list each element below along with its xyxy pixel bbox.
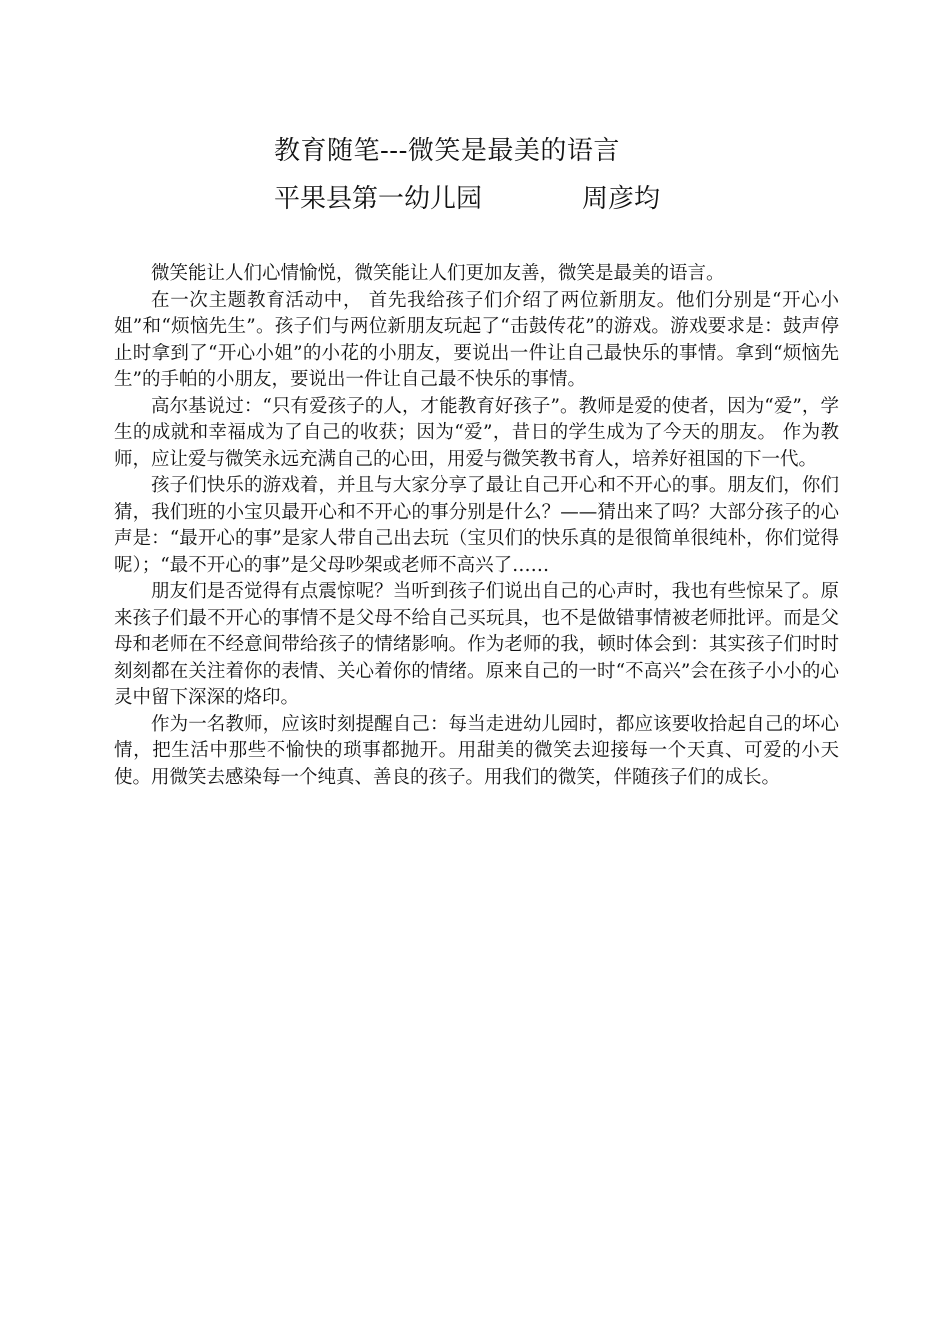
school-name: 平果县第一幼儿园 xyxy=(274,184,483,214)
document-body xyxy=(114,261,839,791)
paragraph: 孩子们快乐的游戏着，并且与大家分享了最让自己开心和不开心的事。朋友们，你们猜，我们班的小宝贝最开心和不开心的事分别是什么？——猜出来了吗？大部分孩子的心声是：“最开心的事”是家人带自己出去玩（宝贝们的快乐真的是很简单很纯朴，你们觉得呢）；“最不开心的事”是父母吵架或老师不高兴了…… xyxy=(114,475,839,576)
paragraph: 高尔基说过：“只有爱孩子的人，才能教育好孩子”。教师是爱的使者，因为“爱”，学生的成就和幸福成为了自己的收获；因为“爱”，昔日的学生成为了今天的朋友。 作为教师，应让爱与微笑永远充满自己的心田，用爱与微笑教书育人，培养好祖国的下一代。 xyxy=(114,395,839,470)
document-byline xyxy=(274,181,660,217)
paragraph: 微笑能让人们心情愉悦，微笑能让人们更加友善，微笑是最美的语言。 xyxy=(151,263,725,284)
author-name: 周彦均 xyxy=(582,184,661,214)
paragraph: 作为一名教师，应该时刻提醒自己：每当走进幼儿园时，都应该要收拾起自己的坏心情，把生活中那些不愉快的琐事都抛开。用甜美的微笑去迎接每一个天真、可爱的小天使。用微笑去感染每一个纯真、善良的孩子。用我们的微笑，伴随孩子们的成长。 xyxy=(114,713,839,788)
document-title: 教育随笔---微笑是最美的语言 xyxy=(274,136,620,166)
paragraph: 在一次主题教育活动中， 首先我给孩子们介绍了两位新朋友。他们分别是“开心小姐”和“烦恼先生”。孩子们与两位新朋友玩起了“击鼓传花”的游戏。游戏要求是：鼓声停止时拿到了“开心小姐”的小花的小朋友，要说出一件让自己最快乐的事情。拿到“烦恼先生”的手帕的小朋友，要说出一件让自己最不快乐的事情。 xyxy=(114,289,839,390)
paragraph: 朋友们是否觉得有点震惊呢？当听到孩子们说出自己的心声时，我也有些惊呆了。原来孩子们最不开心的事情不是父母不给自己买玩具，也不是做错事情被老师批评。而是父母和老师在不经意间带给孩子的情绪影响。作为老师的我，顿时体会到：其实孩子们时时刻刻都在关注着你的表情、关心着你的情绪。原来自己的一时“不高兴”会在孩子小小的心灵中留下深深的烙印。 xyxy=(114,581,839,708)
